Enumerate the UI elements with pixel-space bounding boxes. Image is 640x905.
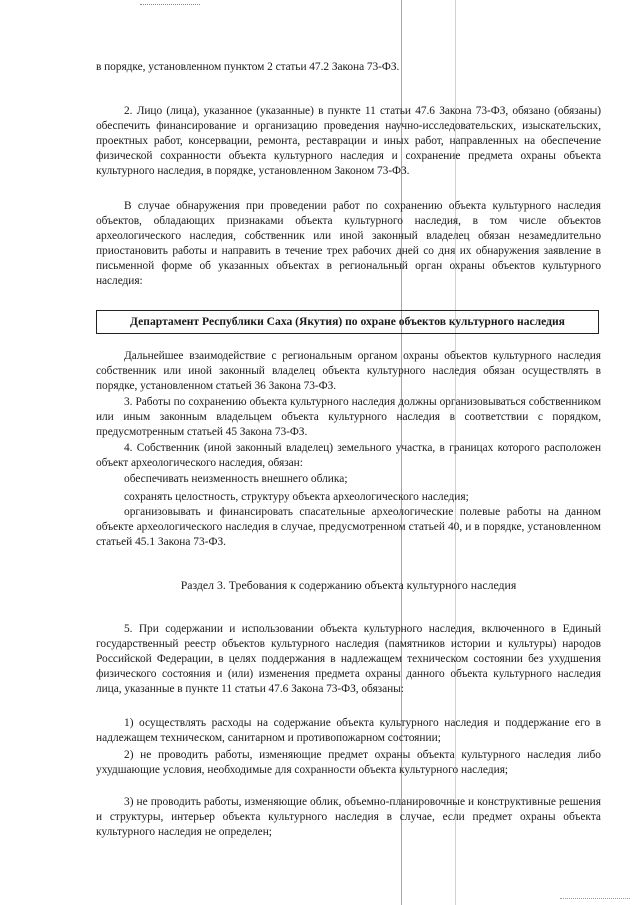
list-item-rescue-works: организовывать и финансировать спасательные археологические полевые работы на данном объекте археологического наследия в случае, предусмотренном статьей 40, и в порядке, установленном статьей 45.1 Закона 73-ФЗ. — [96, 506, 601, 548]
list-item-no-protected-works: 2) не проводить работы, изменяющие предмет охраны объекта культурного наследия либо ухудшающие условия, необходимые для сохранности объекта культурного наследия; — [96, 749, 601, 776]
paragraph-item-5: 5. При содержании и использовании объекта культурного наследия, включенного в Единый государственный реестр объектов культурного наследия (памятников истории и культуры) народов Российской Федерации, в целях поддержания в надлежащем техническом состоянии без ухудшения физического состояния и (или) изменения предмета охраны данного объекта культурного наследия лица, указанные в пункте 11 статьи 47.6 Закона 73-ФЗ, обязаны: — [96, 623, 601, 695]
list-item-no-appearance-works: 3) не проводить работы, изменяющие облик, объемно-планировочные и конструктивные решения и структуры, интерьер объекта культурного наследия в случае, если предмет охраны объекта культурного наследия не определен; — [96, 796, 601, 838]
scan-artifact-top — [140, 0, 200, 5]
authority-name-box: Департамент Республики Саха (Якутия) по охране объектов культурного наследия — [96, 310, 599, 334]
paragraph-intro: в порядке, установленном пунктом 2 статьи 47.2 Закона 73-ФЗ. — [96, 61, 400, 73]
scan-artifact-bottom — [560, 898, 630, 901]
paragraph-item-3: 3. Работы по сохранению объекта культурного наследия должны организовываться собственником или иным законным владельцем объекта культурного наследия в соответствии с порядком, предусмотренным статьей 45 Закона 73-ФЗ. — [96, 396, 601, 438]
paragraph-item-4: 4. Собственник (иной законный владелец) земельного участка, в границах которого расположен объект археологического наследия, обязан: — [96, 442, 601, 469]
paragraph-discovery: В случае обнаружения при проведении работ по сохранению объекта культурного наследия объектов, обладающих признаками объекта культурного наследия, в том числе объектов археологического наследия, собственник или иной законный владелец обязан незамедлительно приостановить работы и направить в течение трех рабочих дней со дня их обнаружения заявление в письменной форме об указанных объектах в региональный орган охраны объектов культурного наследия: — [96, 200, 601, 287]
section-3-title: Раздел 3. Требования к содержанию объекта культурного наследия — [180, 578, 517, 592]
list-item-appearance: обеспечивать неизменность внешнего облика; — [124, 473, 348, 485]
paragraph-item-2: 2. Лицо (лица), указанное (указанные) в пункте 11 статьи 47.6 Закона 73-ФЗ, обязано (обязаны) обеспечить финансирование и организацию проведения научно-исследовательских, изыскательских, проектных работ, консервации, ремонта, реставрации и иных работ, направленных на обеспечение физической сохранности объекта культурного наследия и сохранение предмета охраны объекта культурного наследия, в порядке, установленном Законом 73-ФЗ. — [96, 105, 601, 177]
paragraph-interaction: Дальнейшее взаимодействие с региональным органом охраны объектов культурного наследия собственник или иной законный владелец объекта культурного наследия обязан осуществлять в порядке, установленном статьей 36 Закона 73-ФЗ. — [96, 350, 601, 392]
list-item-integrity: сохранять целостность, структуру объекта археологического наследия; — [124, 491, 469, 503]
list-item-expenses: 1) осуществлять расходы на содержание объекта культурного наследия и поддержание его в надлежащем техническом, санитарном и противопожарном состоянии; — [96, 717, 601, 744]
